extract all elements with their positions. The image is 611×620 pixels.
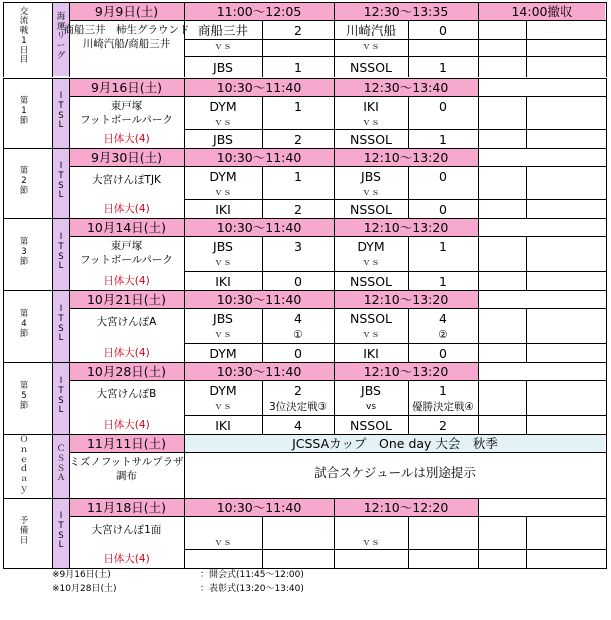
grid-line [69,498,70,569]
grid-line [69,148,70,219]
grid-line [52,218,53,291]
grid-line [408,20,409,77]
grid-line [334,218,335,291]
score: 3 [294,239,302,254]
team-name: DYM [357,239,385,254]
score: 2 [294,383,302,398]
vertical-char: 第 [19,381,29,392]
team-name: NSSOL [349,132,393,147]
grid-line [3,290,4,363]
grid-line [262,308,263,363]
footnote-text: ：開会式(11:45～12:00) [200,570,304,580]
slot-header-text: 12:30～13:40 [363,80,449,95]
grid-line [478,148,479,219]
vs-text: ｖｓ [361,188,381,198]
vs-text: ｖｓ [361,258,381,268]
grid-line [184,549,607,550]
league-label [55,233,67,272]
score: 1 [294,99,302,114]
grid-line [478,290,479,363]
vertical-char: Ｓ [56,463,66,474]
vertical-char: L [58,540,64,551]
grid-line [52,434,53,499]
vertical-char: 節 [19,115,29,126]
grid-line [262,516,263,569]
grid-line [334,148,335,219]
date-text: 10月21日(土) [86,292,167,307]
date-text: 11月18日(土) [86,500,167,515]
grid-line [184,39,607,40]
grid-line [3,218,4,291]
team-name: DYM [209,99,237,114]
team-name: JBS [213,60,233,75]
score: 1 [439,383,447,398]
team-name: IKI [215,418,231,433]
grid-line [262,380,263,435]
score: 0 [439,202,447,217]
venue-text: ミズノフットサルプラザ [69,456,184,468]
footnote-date: ※10月28日(土) [52,584,117,594]
vertical-char: 1 [21,35,27,46]
grid-line [334,498,335,569]
league-label [55,305,67,344]
team-name: NSSOL [349,311,393,326]
vertical-char: I [59,304,63,314]
vertical-char: 5 [21,391,27,402]
grid-line [262,20,263,77]
footnote-date: ※9月16日(土) [52,570,111,580]
grid-line [408,166,409,219]
vertical-char: I [59,376,63,386]
team-name: 川崎汽船 [345,23,397,38]
slot-header-text: 11:00～12:05 [216,4,302,19]
vertical-char: 3 [21,247,27,258]
team-name: JBS [361,169,381,184]
team-name: IKI [363,99,379,114]
vertical-char: L [58,405,64,416]
team-name: NSSOL [349,202,393,217]
vertical-char: S [58,110,64,121]
grid-line [3,498,4,569]
grid-line [184,148,185,219]
grid-line [478,362,479,435]
grid-line [52,2,53,77]
grid-line [478,218,479,291]
grid-line [184,56,607,57]
score: 0 [439,346,447,361]
slot-header-text: 14:00撤収 [511,4,573,19]
vertical-char: S [58,530,64,541]
date-text: 9月30日(土) [90,150,163,165]
vertical-char: 第 [19,237,29,248]
grid-line [262,236,263,291]
vertical-char: 予 [19,516,29,527]
team-name: DYM [209,169,237,184]
grid-line [69,362,70,435]
grid-line [526,380,527,435]
score: 1 [294,60,302,75]
score: 0 [439,169,447,184]
grid-line [184,199,607,200]
vertical-char: 節 [19,185,29,196]
grid-line [3,148,607,149]
venue-text: 大宮けんぽB [96,388,157,400]
venue-text: フットボールパーク [80,254,173,266]
vertical-char: 2 [21,176,27,187]
slot-header-text: 10:30～11:40 [216,292,302,307]
slot-header-text: 10:30～11:40 [216,80,302,95]
date-text: 10月28日(土) [86,364,167,379]
venue-note: 日体大(4) [103,275,150,287]
vertical-char: 日 [19,535,29,546]
score: 2 [439,418,447,433]
date-text: 9月16日(土) [90,80,163,95]
grid-line [606,148,607,219]
grid-line [526,96,527,149]
grid-line [184,343,607,344]
league-label [55,377,67,416]
vertical-char: 海 [56,11,66,22]
grid-line [69,218,70,291]
score: 1 [294,169,302,184]
vertical-char: 交 [19,6,29,17]
section-label [18,310,30,339]
grid-line [606,218,607,291]
score: 2 [294,202,302,217]
match-note: 3位決定戦③ [268,401,328,413]
schedule-note: 試合スケジュールは別途提示 [314,465,476,480]
vertical-char: 第 [19,96,29,107]
grid-line [606,434,607,499]
vertical-char: グ [56,50,66,61]
vertical-char: Ｃ [56,444,66,454]
grid-line [606,498,607,569]
score: 4 [294,418,302,433]
vertical-char: 節 [19,328,29,339]
venue-text: 商船三井 柿生グラウンド [63,24,190,36]
vertical-char: ｄ [19,464,29,475]
vertical-char: 1 [21,106,27,117]
vertical-char: L [58,261,64,272]
vs-text: vs [365,402,377,412]
league-label [55,162,67,201]
grid-line [69,78,70,149]
grid-line [478,498,479,569]
vs-text: ｖｓ [361,538,381,548]
team-name: JBS [213,311,233,326]
grid-line [334,362,335,435]
venue-note: 日体大(4) [103,419,150,431]
grid-line [526,308,527,363]
team-name: NSSOL [349,274,393,289]
vs-text: ｖｓ [213,258,233,268]
match-note: 優勝決定戦④ [412,401,474,413]
grid-line [3,568,607,569]
grid-line [184,415,607,416]
grid-line [3,362,4,435]
vertical-char: S [58,323,64,334]
vertical-char: リ [56,31,66,42]
slot-header-text: 10:30～11:40 [216,220,302,235]
match-note: ② [438,329,448,341]
section-label [18,167,30,196]
league-label [55,445,67,484]
grid-line [184,218,185,291]
grid-line [262,96,263,149]
vertical-char: 備 [19,526,29,537]
score: 0 [294,346,302,361]
grid-line [526,516,527,569]
grid-line [184,434,185,499]
grid-line [184,362,185,435]
venue-text: 大宮けんぽTJK [92,174,161,186]
grid-line [184,78,185,149]
grid-line [526,236,527,291]
vertical-char: 節 [19,256,29,267]
vertical-char: Ｏ [19,435,29,445]
grid-line [184,129,607,130]
score: 2 [294,132,302,147]
section-label [18,97,30,126]
vertical-char: 流 [19,16,29,27]
date-text: 10月14日(土) [86,220,167,235]
grid-line [526,20,527,77]
score: 0 [439,23,447,38]
score: 0 [439,99,447,114]
grid-line [69,290,70,363]
grid-line [3,148,4,219]
vertical-char: T [58,170,64,181]
vertical-char: L [58,333,64,344]
slot-header-text: 10:30～11:40 [216,500,302,515]
team-name: JBS [213,239,233,254]
team-name: 商船三井 [197,23,249,38]
grid-line [3,2,607,3]
vs-text: ｖｓ [213,538,233,548]
grid-line [52,290,53,363]
venue-text: 調布 [116,470,137,482]
vertical-char: T [58,241,64,252]
slot-header-text: 10:30～11:40 [216,150,302,165]
score: 1 [439,274,447,289]
vs-text: ｖｓ [213,330,233,340]
slot-header-text: 12:10～13:20 [363,220,449,235]
date-text: 11月11日(土) [86,436,167,451]
grid-line [3,78,4,149]
vertical-char: T [58,313,64,324]
grid-line [3,218,607,219]
banner-text: JCSSAカップ One day 大会 秋季 [292,436,498,451]
vertical-char: ｙ [19,483,29,494]
vertical-char: I [59,161,63,171]
team-name: DYM [209,383,237,398]
score: 0 [294,274,302,289]
vertical-char: L [58,190,64,201]
grid-line [3,2,4,77]
grid-line [3,434,607,435]
vs-text: ｖｓ [361,118,381,128]
vertical-char: 第 [19,166,29,177]
team-name: NSSOL [349,60,393,75]
vertical-char: 日 [19,45,29,56]
grid-line [69,2,70,77]
section-label [18,517,30,546]
slot-header-text: 12:10～13:20 [363,292,449,307]
score: 1 [439,132,447,147]
grid-line [184,290,185,363]
grid-line [408,380,409,435]
team-name: JBS [361,383,381,398]
venue-text: 川崎汽船/商船三井 [82,38,171,50]
section-label [18,382,30,411]
grid-line [334,290,335,363]
grid-line [3,362,607,363]
vertical-char: 運 [56,21,66,32]
vertical-char: ａ [19,474,29,485]
vertical-char: 4 [21,319,27,330]
grid-line [526,166,527,219]
venue-text: 東戸塚 [110,240,143,252]
vertical-char: T [58,385,64,396]
grid-line [262,166,263,219]
footnote-text: ：表彰式(13:20～13:40) [200,584,304,594]
grid-line [3,78,607,79]
team-name: JBS [213,132,233,147]
match-note: ① [293,329,303,341]
section-label [18,8,30,67]
vertical-char: I [59,91,63,101]
vertical-char: T [58,520,64,531]
venue-text: 大宮けんぽA [96,316,157,328]
score: 1 [439,60,447,75]
grid-line [69,452,607,453]
vertical-char: 戦 [19,26,29,37]
grid-line [334,78,335,149]
grid-line [3,434,4,499]
grid-line [606,78,607,149]
league-label [55,13,67,62]
vs-text: ｖｓ [361,330,381,340]
team-name: IKI [215,202,231,217]
vertical-char: Ｓ [56,453,66,464]
vertical-char: S [58,180,64,191]
league-label [55,92,67,131]
vertical-char: ｎ [19,444,29,455]
grid-line [606,290,607,363]
score: 4 [439,311,447,326]
vs-text: ｖｓ [213,402,233,412]
section-label [18,238,30,267]
grid-line [606,362,607,435]
grid-line [52,148,53,219]
team-name: IKI [363,346,379,361]
date-text: 9月9日(土) [94,4,159,19]
grid-line [408,516,409,569]
grid-line [408,308,409,363]
vs-text: ｖｓ [213,42,233,52]
vertical-char: I [59,511,63,521]
grid-line [52,362,53,435]
vertical-char: S [58,251,64,262]
vs-text: ｖｓ [361,42,381,52]
slot-header-text: 12:10～13:20 [363,150,449,165]
venue-note: 日体大(4) [103,133,150,145]
grid-line [52,498,53,569]
venue-note: 日体大(4) [103,203,150,215]
slot-header-text: 12:30～13:35 [363,4,449,19]
score: 4 [294,311,302,326]
venue-text: 大宮けんぽ1面 [91,524,162,536]
vertical-char: 目 [19,55,29,66]
vs-text: ｖｓ [213,188,233,198]
vertical-char: I [59,232,63,242]
vertical-char: ー [56,41,66,52]
vertical-char: L [58,120,64,131]
grid-line [3,290,607,291]
vertical-char: T [58,100,64,111]
vs-text: ｖｓ [213,118,233,128]
grid-line [408,96,409,149]
venue-text: 東戸塚 [110,100,143,112]
team-name: DYM [209,346,237,361]
team-name: NSSOL [349,418,393,433]
vertical-char: Ａ [56,473,66,484]
grid-line [52,78,53,149]
score: 1 [439,239,447,254]
venue-text: フットボールパーク [80,114,173,126]
grid-line [408,236,409,291]
slot-header-text: 12:10～12:20 [363,500,449,515]
grid-line [184,498,185,569]
vertical-char: ｅ [19,454,29,465]
team-name: IKI [215,274,231,289]
grid-line [184,271,607,272]
vertical-char: 第 [19,309,29,320]
section-label [18,436,30,495]
grid-line [478,78,479,149]
score: 2 [294,23,302,38]
slot-header-text: 12:10～13:20 [363,364,449,379]
slot-header-text: 10:30～11:40 [216,364,302,379]
venue-note: 日体大(4) [103,347,150,359]
venue-note: 日体大(4) [103,553,150,565]
league-label [55,512,67,551]
vertical-char: S [58,395,64,406]
grid-line [3,498,607,499]
vertical-char: 節 [19,400,29,411]
